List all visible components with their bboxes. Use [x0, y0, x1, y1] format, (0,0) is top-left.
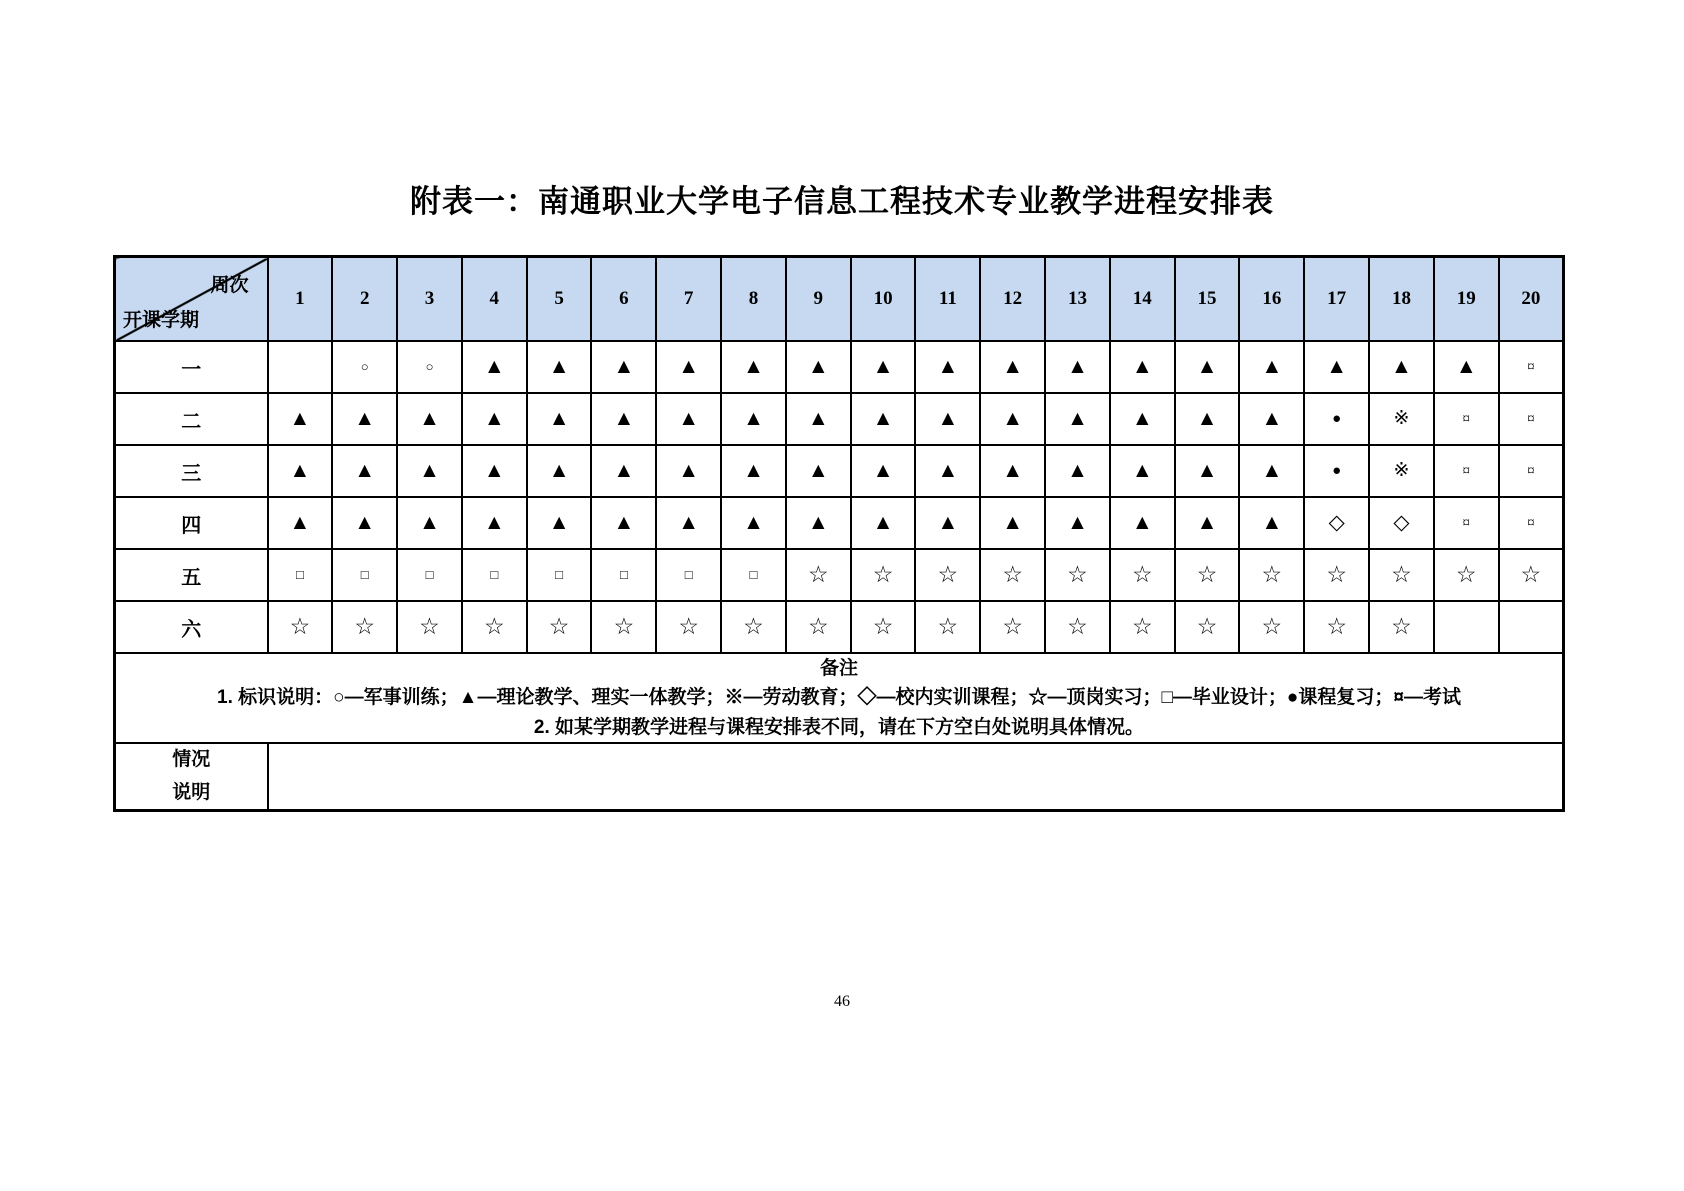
theory-teaching-symbol: ▲: [937, 458, 959, 482]
schedule-cell: [1239, 549, 1304, 601]
schedule-cell: [1045, 445, 1110, 497]
notes-line-2: 2. 如某学期教学进程与课程安排表不同，请在下方空白处说明具体情况。: [533, 716, 1145, 738]
theory-teaching-symbol: ▲: [807, 354, 829, 378]
theory-teaching-symbol: ▲: [807, 458, 829, 482]
semester-row-header: 四: [115, 497, 268, 549]
labor-education-symbol: ※: [1393, 460, 1410, 481]
schedule-cell: [397, 601, 462, 653]
week-header-18: 18: [1369, 257, 1434, 342]
schedule-cell: [1045, 497, 1110, 549]
theory-teaching-symbol: ▲: [1196, 354, 1218, 378]
schedule-cell: [1499, 497, 1564, 549]
schedule-cell: [656, 445, 721, 497]
semester-row-header: 二: [115, 393, 268, 445]
schedule-cell: [1175, 445, 1240, 497]
situation-label-line2: 说明: [172, 781, 211, 803]
post-internship-symbol: ☆: [1196, 614, 1218, 639]
post-internship-symbol: ☆: [548, 614, 570, 639]
theory-teaching-symbol: ▲: [483, 510, 505, 534]
theory-teaching-symbol: ▲: [1261, 406, 1283, 430]
theory-teaching-symbol: ▲: [1067, 510, 1088, 534]
schedule-cell: [1239, 497, 1304, 549]
schedule-cell: [1110, 497, 1175, 549]
theory-teaching-symbol: ▲: [548, 354, 570, 378]
week-header-10: 10: [851, 257, 916, 342]
theory-teaching-symbol: ▲: [1002, 458, 1024, 482]
theory-teaching-symbol: ▲: [1196, 406, 1218, 430]
semester-row-header: 一: [115, 341, 268, 393]
week-header-row: [115, 257, 1564, 342]
theory-teaching-symbol: ▲: [1391, 354, 1412, 378]
schedule-cell: [1110, 549, 1175, 601]
theory-teaching-symbol: ▲: [613, 354, 635, 378]
schedule-cell: [851, 497, 916, 549]
schedule-cell: [851, 393, 916, 445]
schedule-cell: [1304, 601, 1369, 653]
schedule-cell: [1499, 341, 1564, 393]
theory-teaching-symbol: ▲: [678, 354, 700, 378]
schedule-cell: [527, 549, 592, 601]
situation-label-line1: 情况: [172, 749, 211, 771]
theory-teaching-symbol: ▲: [1196, 458, 1218, 482]
exam-symbol: ¤: [1527, 515, 1535, 531]
schedule-cell: [980, 549, 1045, 601]
theory-teaching-symbol: ▲: [354, 458, 376, 482]
theory-teaching-symbol: ▲: [1455, 354, 1477, 378]
schedule-cell: [397, 445, 462, 497]
theory-teaching-symbol: ▲: [1261, 458, 1283, 482]
week-header-4: 4: [462, 257, 527, 342]
week-header-9: 9: [786, 257, 851, 342]
theory-teaching-symbol: ▲: [483, 354, 505, 378]
post-internship-symbol: ☆: [678, 614, 699, 639]
teaching-schedule-table-wrap: [113, 255, 1565, 812]
schedule-cell: [851, 549, 916, 601]
schedule-cell: [1304, 341, 1369, 393]
post-internship-symbol: ☆: [1455, 562, 1477, 587]
theory-teaching-symbol: ▲: [678, 510, 700, 534]
theory-teaching-symbol: ▲: [743, 354, 764, 378]
graduation-design-symbol: □: [295, 567, 304, 582]
schedule-cell: [1434, 549, 1499, 601]
schedule-cell: [527, 393, 592, 445]
schedule-row-semester-二: [115, 393, 1564, 445]
post-internship-symbol: ☆: [1196, 562, 1218, 587]
schedule-cell: [980, 497, 1045, 549]
schedule-cell: [1499, 393, 1564, 445]
schedule-cell: [591, 549, 656, 601]
post-internship-symbol: ☆: [1520, 562, 1542, 587]
post-internship-symbol: ☆: [613, 614, 635, 639]
schedule-cell: [786, 549, 851, 601]
schedule-cell: [397, 341, 462, 393]
schedule-cell: [332, 445, 397, 497]
schedule-cell: [462, 341, 527, 393]
teaching-schedule-table: [113, 255, 1565, 812]
notes-cell: [115, 653, 1564, 743]
military-training-symbol: ○: [360, 359, 369, 374]
theory-teaching-symbol: ▲: [613, 458, 635, 482]
schedule-cell: [1434, 497, 1499, 549]
post-internship-symbol: ☆: [1326, 614, 1347, 639]
schedule-cell: [656, 393, 721, 445]
schedule-cell: [1304, 393, 1369, 445]
schedule-cell: [1369, 601, 1434, 653]
theory-teaching-symbol: ▲: [743, 458, 764, 482]
corner-semester-label: 开课学期: [123, 310, 200, 331]
schedule-cell: [1434, 341, 1499, 393]
theory-teaching-symbol: ▲: [1131, 458, 1153, 482]
schedule-cell: [1434, 445, 1499, 497]
week-header-14: 14: [1110, 257, 1175, 342]
post-internship-symbol: ☆: [872, 562, 894, 587]
schedule-cell: [268, 549, 333, 601]
exam-symbol: ¤: [1462, 515, 1470, 531]
schedule-cell: [1304, 497, 1369, 549]
theory-teaching-symbol: ▲: [807, 406, 829, 430]
schedule-cell: [1239, 445, 1304, 497]
schedule-cell: [980, 341, 1045, 393]
post-internship-symbol: ☆: [419, 614, 440, 639]
schedule-cell: [786, 497, 851, 549]
schedule-cell: [268, 601, 333, 653]
schedule-cell: [332, 601, 397, 653]
schedule-cell: [656, 341, 721, 393]
schedule-row-semester-四: [115, 497, 1564, 549]
page-title: 附表一：南通职业大学电子信息工程技术专业教学进程安排表: [410, 184, 1274, 219]
schedule-row-semester-六: [115, 601, 1564, 653]
week-header-13: 13: [1045, 257, 1110, 342]
schedule-cell: [1175, 341, 1240, 393]
schedule-cell: [332, 497, 397, 549]
week-header-16: 16: [1239, 257, 1304, 342]
post-internship-symbol: ☆: [354, 614, 375, 639]
schedule-cell: [1369, 445, 1434, 497]
schedule-cell: [786, 341, 851, 393]
schedule-cell: [591, 341, 656, 393]
schedule-cell: [527, 445, 592, 497]
theory-teaching-symbol: ▲: [548, 510, 570, 534]
week-header-8: 8: [721, 257, 786, 342]
schedule-cell: [1239, 601, 1304, 653]
military-training-symbol: ○: [425, 359, 434, 374]
theory-teaching-symbol: ▲: [289, 510, 311, 534]
situation-row: [115, 743, 1564, 810]
schedule-cell: [721, 393, 786, 445]
schedule-cell: [915, 497, 980, 549]
schedule-cell: [1045, 549, 1110, 601]
schedule-cell: [462, 497, 527, 549]
graduation-design-symbol: □: [360, 567, 369, 582]
theory-teaching-symbol: ▲: [743, 510, 764, 534]
theory-teaching-symbol: ▲: [807, 510, 829, 534]
schedule-cell: [462, 601, 527, 653]
theory-teaching-symbol: ▲: [937, 354, 959, 378]
schedule-cell: [980, 393, 1045, 445]
schedule-cell: [1175, 393, 1240, 445]
theory-teaching-symbol: ▲: [872, 510, 894, 534]
schedule-cell: [1369, 341, 1434, 393]
schedule-cell: [1110, 445, 1175, 497]
schedule-cell: [1499, 445, 1564, 497]
schedule-cell: [721, 549, 786, 601]
theory-teaching-symbol: ▲: [548, 406, 570, 430]
theory-teaching-symbol: ▲: [1067, 406, 1088, 430]
post-internship-symbol: ☆: [937, 562, 959, 587]
theory-teaching-symbol: ▲: [1002, 354, 1024, 378]
schedule-cell: [268, 497, 333, 549]
theory-teaching-symbol: ▲: [1131, 406, 1153, 430]
post-internship-symbol: ☆: [1391, 562, 1412, 587]
theory-teaching-symbol: ▲: [937, 406, 959, 430]
theory-teaching-symbol: ▲: [1196, 510, 1218, 534]
post-internship-symbol: ☆: [807, 614, 829, 639]
post-internship-symbol: ☆: [937, 614, 959, 639]
graduation-design-symbol: □: [619, 567, 628, 582]
theory-teaching-symbol: ▲: [483, 406, 505, 430]
graduation-design-symbol: □: [490, 567, 499, 582]
week-header-11: 11: [915, 257, 980, 342]
theory-teaching-symbol: ▲: [1261, 510, 1283, 534]
schedule-cell: [591, 393, 656, 445]
post-internship-symbol: ☆: [1002, 614, 1023, 639]
theory-teaching-symbol: ▲: [872, 406, 894, 430]
theory-teaching-symbol: ▲: [937, 510, 959, 534]
week-header-5: 5: [527, 257, 592, 342]
schedule-cell: [268, 445, 333, 497]
schedule-cell: [721, 341, 786, 393]
schedule-cell: [397, 497, 462, 549]
schedule-cell: [656, 601, 721, 653]
post-internship-symbol: ☆: [807, 562, 829, 587]
schedule-cell: [1239, 393, 1304, 445]
schedule-row-semester-一: [115, 341, 1564, 393]
schedule-cell: [332, 393, 397, 445]
exam-symbol: ¤: [1527, 359, 1535, 375]
corner-week-label: 周次: [210, 275, 249, 296]
schedule-cell: [1110, 393, 1175, 445]
theory-teaching-symbol: ▲: [354, 406, 376, 430]
notes-title: 备注: [819, 658, 858, 679]
week-header-7: 7: [656, 257, 721, 342]
campus-practical-course-symbol: ◇: [1393, 510, 1410, 534]
schedule-cell: [1175, 549, 1240, 601]
schedule-cell: [915, 549, 980, 601]
schedule-cell: [332, 549, 397, 601]
theory-teaching-symbol: ▲: [548, 458, 570, 482]
schedule-cell: [527, 497, 592, 549]
corner-cell: [115, 257, 268, 342]
theory-teaching-symbol: ▲: [483, 458, 505, 482]
post-internship-symbol: ☆: [1326, 562, 1347, 587]
page-number: 46: [834, 993, 850, 1010]
post-internship-symbol: ☆: [483, 614, 505, 639]
theory-teaching-symbol: ▲: [1067, 354, 1088, 378]
post-internship-symbol: ☆: [1261, 614, 1283, 639]
schedule-cell: [397, 549, 462, 601]
course-review-symbol: ●: [1332, 411, 1342, 427]
week-header-1: 1: [268, 257, 333, 342]
schedule-cell: [786, 393, 851, 445]
theory-teaching-symbol: ▲: [678, 458, 700, 482]
semester-row-header: 五: [115, 549, 268, 601]
schedule-cell: [1045, 341, 1110, 393]
schedule-cell: [1304, 549, 1369, 601]
course-review-symbol: ●: [1332, 463, 1342, 479]
schedule-cell: [462, 393, 527, 445]
schedule-cell: [1304, 445, 1369, 497]
schedule-cell: [591, 601, 656, 653]
schedule-cell: [332, 341, 397, 393]
notes-row: [115, 653, 1564, 743]
schedule-cell: [915, 393, 980, 445]
theory-teaching-symbol: ▲: [1002, 406, 1024, 430]
post-internship-symbol: ☆: [743, 614, 764, 639]
schedule-cell: [1434, 601, 1499, 653]
theory-teaching-symbol: ▲: [678, 406, 700, 430]
post-internship-symbol: ☆: [1002, 562, 1023, 587]
theory-teaching-symbol: ▲: [613, 406, 635, 430]
schedule-cell: [1434, 393, 1499, 445]
theory-teaching-symbol: ▲: [1002, 510, 1024, 534]
post-internship-symbol: ☆: [1131, 562, 1153, 587]
theory-teaching-symbol: ▲: [289, 406, 311, 430]
schedule-row-semester-五: [115, 549, 1564, 601]
notes-line-1: 1. 标识说明：○—军事训练；▲—理论教学、理实一体教学；※—劳动教育；◇—校内实训课程；☆—顶岗实习；□—毕业设计；●课程复习；¤—考试: [217, 687, 1461, 709]
post-internship-symbol: ☆: [1131, 614, 1153, 639]
exam-symbol: ¤: [1527, 463, 1535, 479]
schedule-cell: [721, 497, 786, 549]
schedule-cell: [915, 445, 980, 497]
exam-symbol: ¤: [1462, 463, 1470, 479]
graduation-design-symbol: □: [555, 567, 564, 582]
schedule-cell: [1110, 341, 1175, 393]
post-internship-symbol: ☆: [289, 614, 311, 639]
schedule-cell: [851, 601, 916, 653]
theory-teaching-symbol: ▲: [1131, 510, 1153, 534]
campus-practical-course-symbol: ◇: [1328, 510, 1345, 534]
schedule-cell: [656, 497, 721, 549]
post-internship-symbol: ☆: [1391, 614, 1412, 639]
theory-teaching-symbol: ▲: [743, 406, 764, 430]
schedule-cell: [851, 445, 916, 497]
theory-teaching-symbol: ▲: [419, 458, 440, 482]
graduation-design-symbol: □: [749, 567, 758, 582]
situation-label-cell: [115, 743, 268, 810]
schedule-cell: [980, 445, 1045, 497]
week-header-17: 17: [1304, 257, 1369, 342]
schedule-cell: [851, 341, 916, 393]
schedule-cell: [527, 601, 592, 653]
theory-teaching-symbol: ▲: [1326, 354, 1348, 378]
schedule-cell: [1175, 601, 1240, 653]
schedule-cell: [1239, 341, 1304, 393]
schedule-cell: [397, 393, 462, 445]
schedule-cell: [1110, 601, 1175, 653]
semester-row-header: 六: [115, 601, 268, 653]
week-header-12: 12: [980, 257, 1045, 342]
schedule-cell: [1175, 497, 1240, 549]
schedule-cell: [462, 549, 527, 601]
week-header-6: 6: [591, 257, 656, 342]
schedule-cell: [786, 601, 851, 653]
theory-teaching-symbol: ▲: [289, 458, 311, 482]
week-header-3: 3: [397, 257, 462, 342]
week-header-20: 20: [1499, 257, 1564, 342]
graduation-design-symbol: □: [425, 567, 434, 582]
schedule-cell: [915, 341, 980, 393]
post-internship-symbol: ☆: [872, 614, 894, 639]
schedule-cell: [721, 445, 786, 497]
schedule-cell: [1369, 393, 1434, 445]
schedule-cell: [462, 445, 527, 497]
schedule-cell: [527, 341, 592, 393]
post-internship-symbol: ☆: [1067, 562, 1088, 587]
graduation-design-symbol: □: [684, 567, 693, 582]
schedule-cell: [786, 445, 851, 497]
post-internship-symbol: ☆: [1067, 614, 1088, 639]
week-header-15: 15: [1175, 257, 1240, 342]
schedule-cell: [268, 341, 333, 393]
post-internship-symbol: ☆: [1261, 562, 1283, 587]
theory-teaching-symbol: ▲: [613, 510, 635, 534]
theory-teaching-symbol: ▲: [1261, 354, 1283, 378]
theory-teaching-symbol: ▲: [1067, 458, 1088, 482]
week-header-2: 2: [332, 257, 397, 342]
theory-teaching-symbol: ▲: [872, 354, 894, 378]
schedule-cell: [1045, 393, 1110, 445]
schedule-cell: [1369, 549, 1434, 601]
theory-teaching-symbol: ▲: [1131, 354, 1153, 378]
week-header-19: 19: [1434, 257, 1499, 342]
schedule-cell: [915, 601, 980, 653]
exam-symbol: ¤: [1527, 411, 1535, 427]
exam-symbol: ¤: [1462, 411, 1470, 427]
situation-content-cell: [268, 743, 1564, 810]
schedule-cell: [591, 445, 656, 497]
schedule-cell: [268, 393, 333, 445]
schedule-cell: [591, 497, 656, 549]
theory-teaching-symbol: ▲: [419, 510, 440, 534]
schedule-row-semester-三: [115, 445, 1564, 497]
schedule-cell: [1369, 497, 1434, 549]
schedule-cell: [721, 601, 786, 653]
semester-row-header: 三: [115, 445, 268, 497]
labor-education-symbol: ※: [1393, 408, 1410, 429]
schedule-cell: [1499, 601, 1564, 653]
theory-teaching-symbol: ▲: [872, 458, 894, 482]
theory-teaching-symbol: ▲: [354, 510, 376, 534]
schedule-cell: [656, 549, 721, 601]
theory-teaching-symbol: ▲: [419, 406, 440, 430]
schedule-cell: [1499, 549, 1564, 601]
schedule-cell: [1045, 601, 1110, 653]
schedule-cell: [980, 601, 1045, 653]
